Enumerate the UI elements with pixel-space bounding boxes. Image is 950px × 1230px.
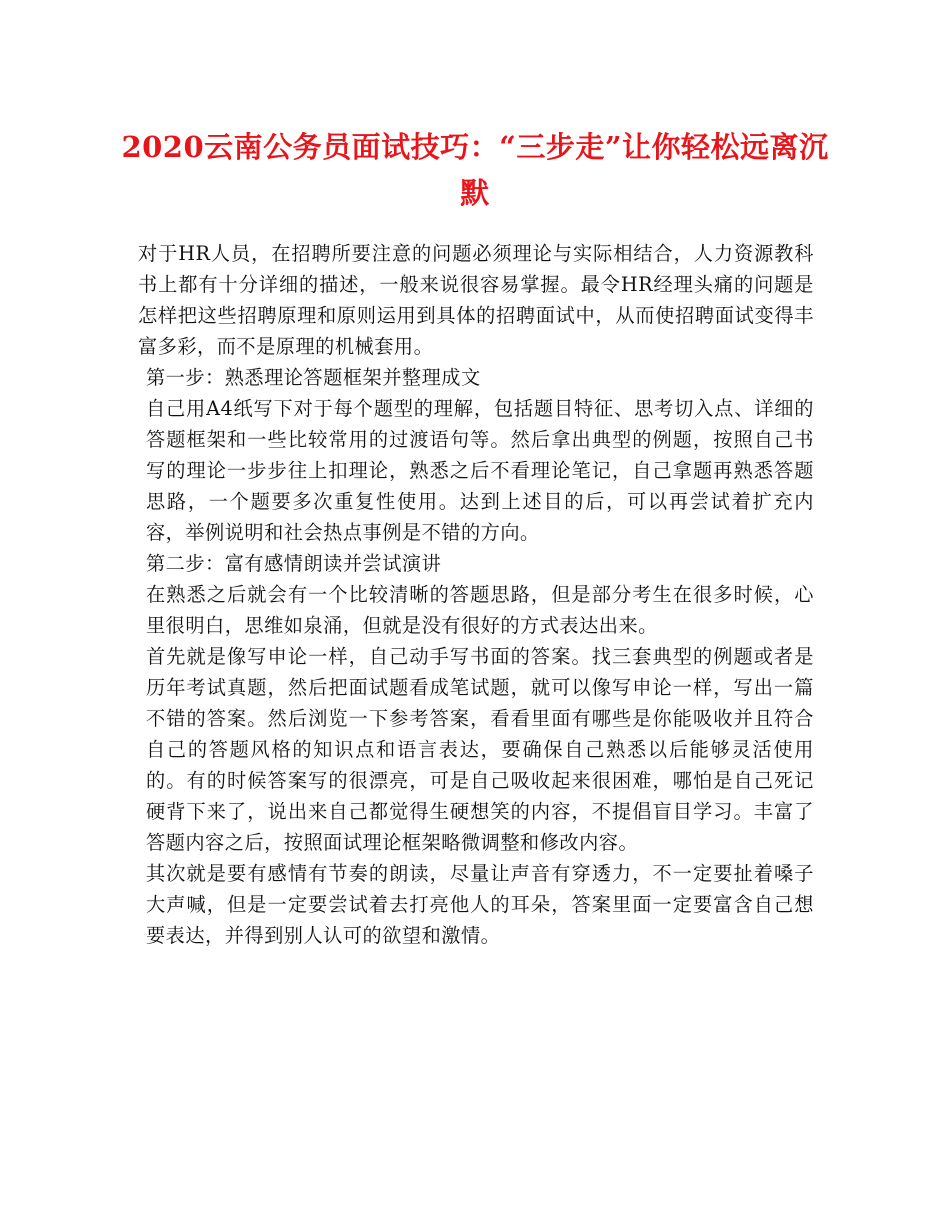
step-two-intro-paragraph: 在熟悉之后就会有一个比较清晰的答题思路，但是部分考生在很多时候，心里很明白，思维如泉涌，但就是没有很好的方式表达出来。 [146,583,814,637]
step-two-heading: 第二步：富有感情朗读并尝试演讲 [146,552,442,575]
intro-paragraph: 对于HR人员，在招聘所要注意的问题必须理论与实际相结合，人力资源教科书上都有十分详细的描述，一般来说很容易掌握。最令HR经理头痛的问题是怎样把这些招聘原理和原则运用到具体的招聘面试中，从而使招聘面试变得丰富多彩，而不是原理的机械套用。 [138,242,814,358]
step-two-first-paragraph: 首先就是像写申论一样，自己动手写书面的答案。找三套典型的例题或者是历年考试真题，然后把面试题看成笔试题，就可以像写申论一样，写出一篇不错的答案。然后浏览一下参考答案，看看里面有哪些是你能吸收并且符合自己的答题风格的知识点和语言表达，要确保自己熟悉以后能够灵活使用的。有的时候答案写的很漂亮，可是自己吸收起来很困难，哪怕是自己死记硬背下来了，说出来自己都觉得生硬想笑的内容，不提倡盲目学习。丰富了答题内容之后，按照面试理论框架略微调整和修改内容。 [146,645,814,854]
document-title: 2020云南公务员面试技巧：“三步走”让你轻松远离沉默 [121,130,829,210]
step-one-heading: 第一步：熟悉理论答题框架并整理成文 [146,366,481,389]
document-body [138,238,814,951]
step-one-paragraph: 自己用A4纸写下对于每个题型的理解，包括题目特征、思考切入点、详细的答题框架和一些比较常用的过渡语句等。然后拿出典型的例题，按照自己书写的理论一步步往上扣理论，熟悉之后不看理论笔记，自己拿题再熟悉答题思路，一个题要多次重复性使用。达到上述目的后，可以再尝试着扩充内容，举例说明和社会热点事例是不错的方向。 [146,397,814,544]
step-two-second-paragraph: 其次就是要有感情有节奏的朗读，尽量让声音有穿透力，不一定要扯着嗓子大声喊，但是一定要尝试着去打亮他人的耳朵，答案里面一定要富含自己想要表达，并得到别人认可的欲望和激情。 [146,862,814,947]
